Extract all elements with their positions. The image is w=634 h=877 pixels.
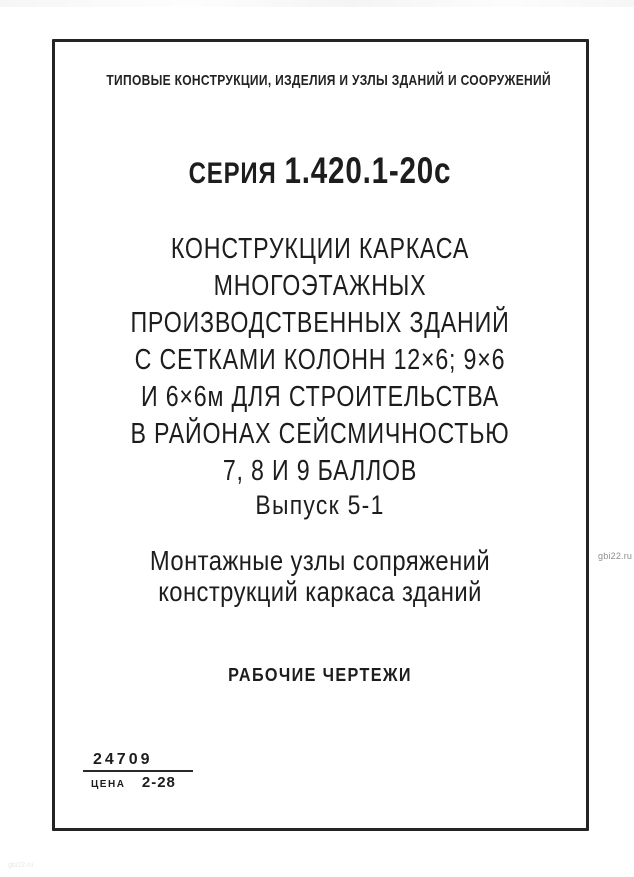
price-row — [83, 774, 213, 792]
subtitle-line: Монтажные узлы сопряжений — [149, 545, 491, 576]
main-title-line: МНОГОЭТАЖНЫХ — [213, 270, 427, 302]
series-label: СЕРИЯ — [188, 157, 277, 190]
subtitle-line: конструкций каркаса зданий — [158, 576, 482, 607]
price-value: 2-28 — [141, 774, 176, 791]
site-watermark: gbi22.ru — [598, 551, 633, 561]
series-number: 1.420.1-20с — [284, 150, 452, 191]
series-line — [106, 150, 533, 192]
scan-artifact-top-edge — [0, 0, 634, 7]
subtitle — [93, 545, 547, 607]
document-type-label: РАБОЧИЕ ЧЕРТЕЖИ — [228, 665, 412, 685]
price-label: ЦЕНА — [91, 779, 126, 790]
main-title-line: С СЕТКАМИ КОЛОНН 12×6; 9×6 — [134, 344, 506, 376]
main-title-line: И 6×6м ДЛЯ СТРОИТЕЛЬСТВА — [141, 381, 499, 413]
catalog-code: 24709 — [93, 751, 153, 768]
main-title-line: 7, 8 И 9 БАЛЛОВ — [222, 455, 418, 487]
document-series-header: ТИПОВЫЕ КОНСТРУКЦИИ, ИЗДЕЛИЯ И УЗЛЫ ЗДАНИЙ И СООРУЖЕНИЙ — [106, 72, 551, 89]
price-block — [83, 751, 213, 792]
main-title-line: КОНСТРУКЦИИ КАРКАСА — [170, 233, 470, 265]
site-watermark-faint: gbi22.ru — [8, 862, 34, 869]
main-title-line: ПРОИЗВОДСТВЕННЫХ ЗДАНИЙ — [130, 307, 510, 339]
main-title-line: В РАЙОНАХ СЕЙСМИЧНОСТЬЮ — [130, 418, 510, 450]
issue-number: Выпуск 5-1 — [255, 490, 385, 520]
price-divider-line — [83, 770, 193, 772]
main-title — [106, 231, 533, 490]
